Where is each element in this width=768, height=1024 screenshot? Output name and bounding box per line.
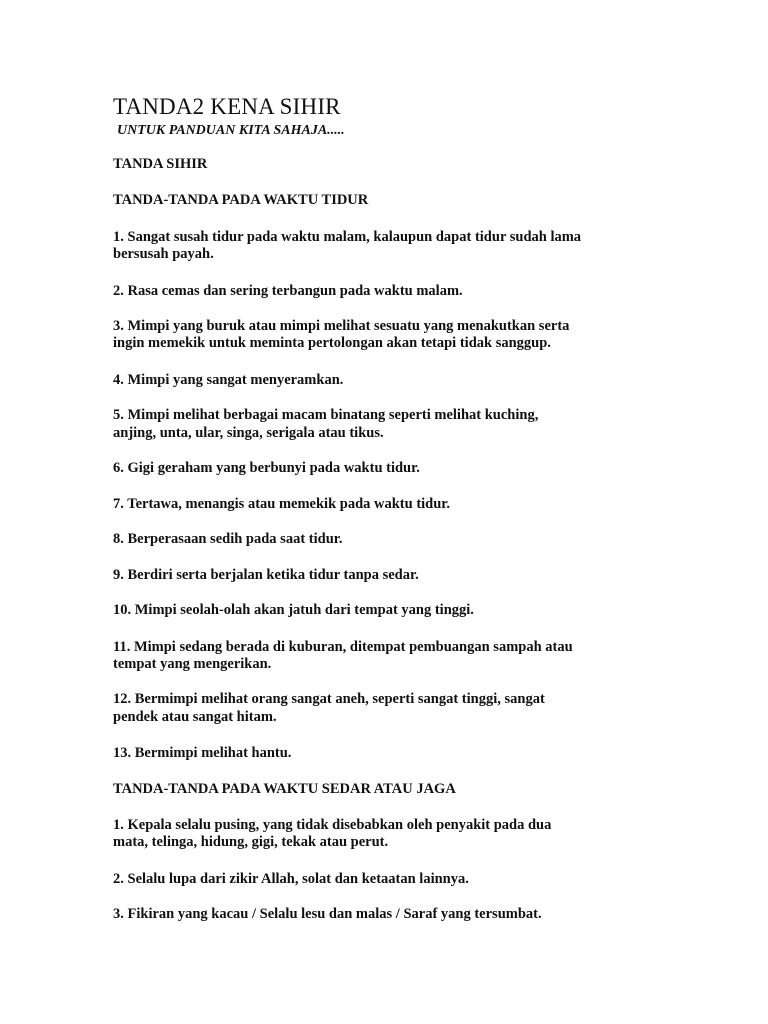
list-item-line: 4. Mimpi yang sangat menyeramkan.	[113, 372, 344, 388]
list-item-line: ingin memekik untuk meminta pertolongan akan tetapi tidak sanggup.	[113, 335, 551, 351]
list-item-line: tempat yang mengerikan.	[113, 656, 272, 672]
main-heading: TANDA SIHIR	[113, 156, 208, 172]
list-item-line: 3. Mimpi yang buruk atau mimpi melihat sesuatu yang menakutkan serta	[113, 318, 570, 334]
list-item-line: 11. Mimpi sedang berada di kuburan, ditempat pembuangan sampah atau	[113, 639, 573, 655]
document-subtitle: UNTUK PANDUAN KITA SAHAJA.....	[117, 123, 345, 138]
list-item-line: 8. Berperasaan sedih pada saat tidur.	[113, 531, 343, 547]
list-item-line: 10. Mimpi seolah-olah akan jatuh dari tempat yang tinggi.	[113, 602, 474, 618]
document-title: TANDA2 KENA SIHIR	[113, 94, 341, 119]
list-item-line: 2. Selalu lupa dari zikir Allah, solat dan ketaatan lainnya.	[113, 871, 469, 887]
list-item-line: 12. Bermimpi melihat orang sangat aneh, seperti sangat tinggi, sangat	[113, 691, 545, 707]
list-item-line: mata, telinga, hidung, gigi, tekak atau perut.	[113, 834, 389, 850]
list-item-line: 3. Fikiran yang kacau / Selalu lesu dan malas / Saraf yang tersumbat.	[113, 906, 542, 922]
section-heading-sleep: TANDA-TANDA PADA WAKTU TIDUR	[113, 192, 369, 208]
list-item-line: pendek atau sangat hitam.	[113, 709, 277, 725]
section-heading-awake: TANDA-TANDA PADA WAKTU SEDAR ATAU JAGA	[113, 781, 456, 797]
list-item-line: 6. Gigi geraham yang berbunyi pada waktu tidur.	[113, 460, 420, 476]
list-item-line: 7. Tertawa, menangis atau memekik pada waktu tidur.	[113, 496, 451, 512]
list-item-line: 2. Rasa cemas dan sering terbangun pada waktu malam.	[113, 283, 463, 299]
list-item-line: 5. Mimpi melihat berbagai macam binatang seperti melihat kuching,	[113, 407, 539, 423]
list-item-line: 1. Kepala selalu pusing, yang tidak disebabkan oleh penyakit pada dua	[113, 817, 552, 833]
list-item-line: 13. Bermimpi melihat hantu.	[113, 745, 292, 761]
list-item-line: anjing, unta, ular, singa, serigala atau tikus.	[113, 425, 384, 441]
list-item-line: 9. Berdiri serta berjalan ketika tidur tanpa sedar.	[113, 567, 419, 583]
list-item-line: bersusah payah.	[113, 246, 214, 262]
list-item-line: 1. Sangat susah tidur pada waktu malam, kalaupun dapat tidur sudah lama	[113, 229, 582, 245]
